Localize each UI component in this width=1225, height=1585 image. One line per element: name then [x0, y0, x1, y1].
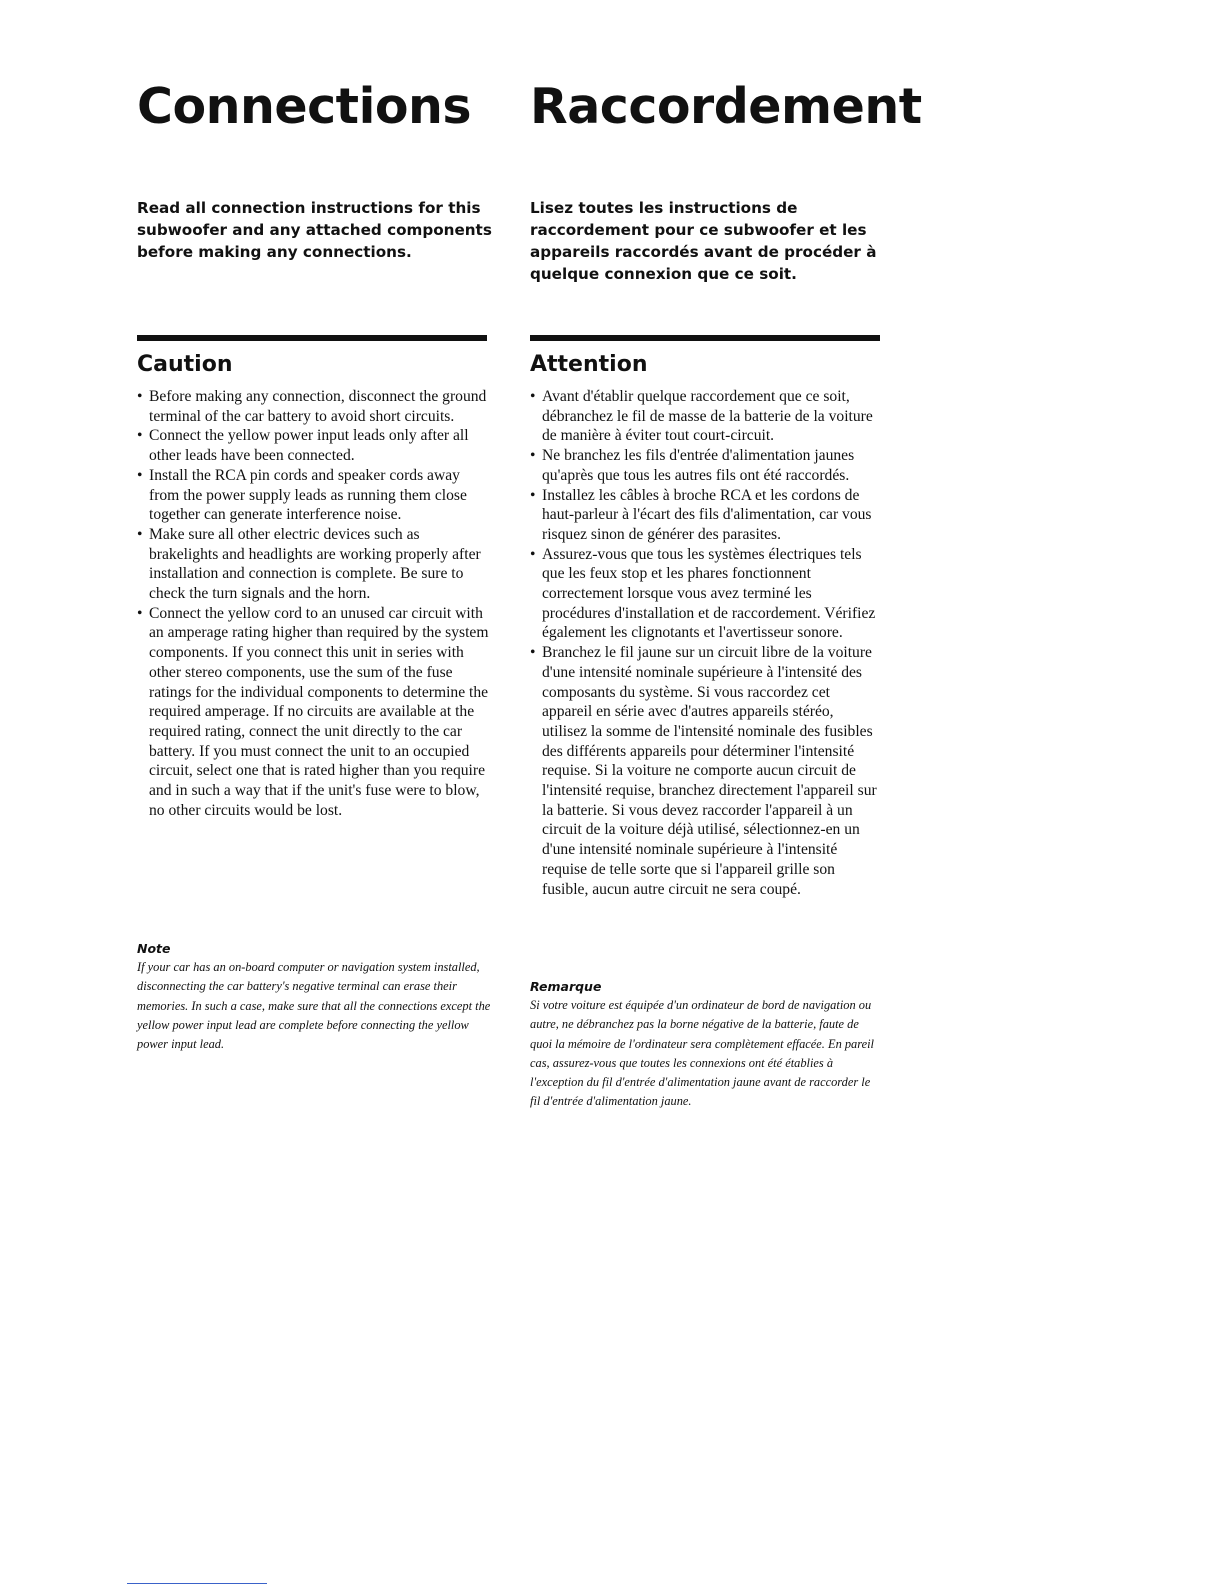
- intro-text: Read all connection instructions for this subwoofer and any attached components before making any connections.: [137, 199, 492, 261]
- section-heading-french: Attention: [530, 352, 648, 377]
- page-title: Connections: [137, 78, 472, 135]
- section-heading: Caution: [137, 352, 233, 377]
- note-heading-french: Remarque: [530, 979, 602, 994]
- intro-text-french: Lisez toutes les instructions de raccordement pour ce subwoofer et les appareils raccordés avant de procéder à quelque connexion que ce soit.: [530, 199, 877, 283]
- note-block: [137, 941, 492, 1054]
- section-divider: [530, 335, 880, 341]
- list-item: • Avant d'établir quelque raccordement que ce soit, débranchez le fil de masse de la batterie de la voiture de manière à éviter tout court-circuit.: [530, 387, 882, 446]
- list-item: • Install the RCA pin cords and speaker cords away from the power supply leads as running them close together can generate interference noise.: [137, 466, 492, 525]
- page-title-french: Raccordement: [530, 78, 922, 135]
- caution-list: [137, 387, 492, 820]
- list-item: • Make sure all other electric devices such as brakelights and headlights are working properly after installation and connection is complete. Be sure to check the turn signals and the horn.: [137, 525, 492, 604]
- list-item: • Branchez le fil jaune sur un circuit libre de la voiture d'une intensité nominale supérieure à l'intensité des composants du système. Si vous raccordez cet appareil en série avec d'autres appareils stéréo, utilisez la somme de l'intensité nominale des fusibles des différents appareils pour déterminer l'intensité requise. Si la voiture ne comporte aucun circuit de l'intensité requise, branchez directement l'appareil sur la batterie. Si vous devez raccorder l'appareil à un circuit de la voiture déjà utilisé, sélectionnez-en un d'une intensité nominale supérieure à l'intensité requise de telle sorte que si l'appareil grille son fusible, aucun autre circuit ne sera coupé.: [530, 643, 882, 899]
- note-heading: Note: [137, 941, 171, 956]
- attention-list: [530, 387, 882, 899]
- remarque-block: [530, 979, 882, 1112]
- list-item: • Ne branchez les fils d'entrée d'alimentation jaunes qu'après que tous les autres fils ont été raccordés.: [530, 446, 882, 485]
- list-item: • Connect the yellow cord to an unused car circuit with an amperage rating higher than required by the system components. If you connect this unit in series with other stereo components, use the sum of the fuse ratings for the individual components to determine the required amperage. If no circuits are available at the required rating, connect the unit directly to the car battery. If you must connect the unit to an occupied circuit, select one that is rated higher than you require and in such a way that if the unit's fuse were to blow, no other circuits would be lost.: [137, 604, 492, 821]
- section-divider: [137, 335, 487, 341]
- bottom-edge-line: [127, 1583, 267, 1584]
- list-item: • Connect the yellow power input leads only after all other leads have been connected.: [137, 426, 492, 465]
- list-item: • Installez les câbles à broche RCA et les cordons de haut-parleur à l'écart des fils d'alimentation, car vous risquez sinon de générer des parasites.: [530, 486, 882, 545]
- list-item: • Before making any connection, disconnect the ground terminal of the car battery to avoid short circuits.: [137, 387, 492, 426]
- note-text-french: Si votre voiture est équipée d'un ordinateur de bord de navigation ou autre, ne débranchez pas la borne négative de la batterie, faute de quoi la mémoire de l'ordinateur sera complètement effacée. En pareil cas, assurez-vous que toutes les connexions ont été établies à l'exception du fil d'entrée d'alimentation jaune avant de raccorder le fil d'entrée d'alimentation jaune.: [530, 998, 874, 1109]
- list-item: • Assurez-vous que tous les systèmes électriques tels que les feux stop et les phares fonctionnent correctement lorsque vous avez terminé les procédures d'installation et de raccordement. Vérifiez également les clignotants et l'avertisseur sonore.: [530, 545, 882, 644]
- note-text: If your car has an on-board computer or navigation system installed, disconnecting the car battery's negative terminal can erase their memories. In such a case, make sure that all the connections except the yellow power input lead are complete before connecting the yellow power input lead.: [137, 960, 491, 1052]
